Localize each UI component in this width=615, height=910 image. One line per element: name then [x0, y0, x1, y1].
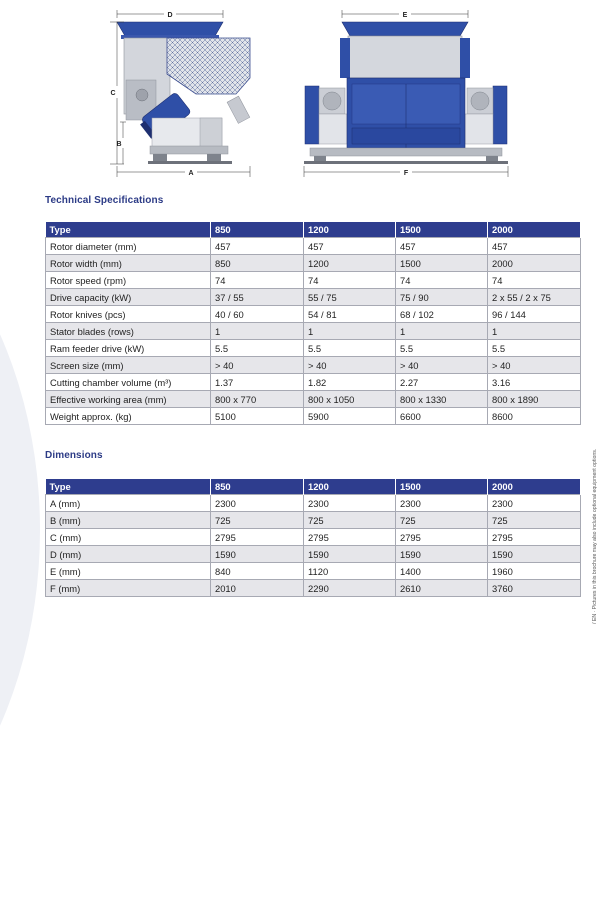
label-e: E	[402, 12, 408, 19]
row-label-cell: A (mm)	[46, 495, 211, 512]
value-cell: 1500	[396, 255, 488, 272]
value-cell: 800 x 1330	[396, 391, 488, 408]
label-a: A	[188, 170, 194, 177]
value-cell: 3760	[488, 580, 581, 597]
header-cell: 1500	[396, 479, 488, 495]
table-header-row	[46, 479, 581, 495]
table-row	[46, 306, 581, 323]
table-header-row	[46, 222, 581, 238]
table-row	[46, 255, 581, 272]
label-c: C	[110, 90, 116, 97]
technical-specifications-body	[46, 238, 581, 425]
dimensions-table	[45, 479, 581, 597]
row-label-cell: B (mm)	[46, 512, 211, 529]
value-cell: 2010	[211, 580, 304, 597]
table-row	[46, 546, 581, 563]
value-cell: 1400	[396, 563, 488, 580]
header-cell: 850	[211, 479, 304, 495]
value-cell: 74	[396, 272, 488, 289]
value-cell: 725	[488, 512, 581, 529]
table-row	[46, 340, 581, 357]
value-cell: 1590	[396, 546, 488, 563]
value-cell: 1590	[211, 546, 304, 563]
row-label-cell: Ram feeder drive (kW)	[46, 340, 211, 357]
value-cell: > 40	[396, 357, 488, 374]
value-cell: 800 x 770	[211, 391, 304, 408]
value-cell: 2.27	[396, 374, 488, 391]
value-cell: 840	[211, 563, 304, 580]
header-cell: 850	[211, 222, 304, 238]
value-cell: 75 / 90	[396, 289, 488, 306]
table-row	[46, 272, 581, 289]
value-cell: 1200	[304, 255, 396, 272]
row-label-cell: E (mm)	[46, 563, 211, 580]
value-cell: 5100	[211, 408, 304, 425]
header-cell: 1200	[304, 222, 396, 238]
value-cell: > 40	[488, 357, 581, 374]
value-cell: 1.82	[304, 374, 396, 391]
value-cell: 68 / 102	[396, 306, 488, 323]
value-cell: 74	[488, 272, 581, 289]
row-label-cell: Stator blades (rows)	[46, 323, 211, 340]
value-cell: 2000	[488, 255, 581, 272]
table-row	[46, 408, 581, 425]
value-cell: 96 / 144	[488, 306, 581, 323]
row-label-cell: Rotor diameter (mm)	[46, 238, 211, 255]
value-cell: 54 / 81	[304, 306, 396, 323]
value-cell: 5.5	[304, 340, 396, 357]
value-cell: 2300	[211, 495, 304, 512]
value-cell: 457	[211, 238, 304, 255]
value-cell: 2610	[396, 580, 488, 597]
value-cell: 2300	[304, 495, 396, 512]
value-cell: 725	[304, 512, 396, 529]
value-cell: 1	[304, 323, 396, 340]
value-cell: 2795	[304, 529, 396, 546]
header-cell: 1500	[396, 222, 488, 238]
background-curve	[0, 150, 40, 910]
value-cell: 2300	[488, 495, 581, 512]
value-cell: 457	[396, 238, 488, 255]
table-row	[46, 391, 581, 408]
table-row	[46, 238, 581, 255]
label-b: B	[116, 141, 122, 148]
value-cell: 5.5	[488, 340, 581, 357]
header-cell: 1200	[304, 479, 396, 495]
row-label-cell: Drive capacity (kW)	[46, 289, 211, 306]
value-cell: 850	[211, 255, 304, 272]
value-cell: 1590	[488, 546, 581, 563]
value-cell: 800 x 1050	[304, 391, 396, 408]
value-cell: 1590	[304, 546, 396, 563]
value-cell: 457	[488, 238, 581, 255]
value-cell: 6600	[396, 408, 488, 425]
value-cell: 5900	[304, 408, 396, 425]
table-row	[46, 323, 581, 340]
table-row	[46, 495, 581, 512]
value-cell: 1	[488, 323, 581, 340]
side-note: / EN · Pictures in this brochure may also include optional equipment options.	[592, 448, 598, 624]
row-label-cell: Rotor knives (pcs)	[46, 306, 211, 323]
row-label-cell: Weight approx. (kg)	[46, 408, 211, 425]
technical-specifications-title: Technical Specifications	[45, 195, 164, 206]
value-cell: 457	[304, 238, 396, 255]
value-cell: 2 x 55 / 2 x 75	[488, 289, 581, 306]
value-cell: 2290	[304, 580, 396, 597]
row-label-cell: D (mm)	[46, 546, 211, 563]
technical-specifications-table	[45, 222, 581, 425]
machine-drawings	[0, 0, 615, 185]
value-cell: 3.16	[488, 374, 581, 391]
table-row	[46, 512, 581, 529]
label-d: D	[167, 12, 173, 19]
value-cell: 1120	[304, 563, 396, 580]
value-cell: 74	[304, 272, 396, 289]
value-cell: > 40	[211, 357, 304, 374]
value-cell: 1	[211, 323, 304, 340]
table-row	[46, 357, 581, 374]
header-cell: Type	[46, 222, 211, 238]
value-cell: 2795	[211, 529, 304, 546]
table-row	[46, 580, 581, 597]
value-cell: 40 / 60	[211, 306, 304, 323]
value-cell: 8600	[488, 408, 581, 425]
table-row	[46, 289, 581, 306]
value-cell: 37 / 55	[211, 289, 304, 306]
table-row	[46, 374, 581, 391]
value-cell: 74	[211, 272, 304, 289]
header-cell: 2000	[488, 222, 581, 238]
value-cell: 2300	[396, 495, 488, 512]
row-label-cell: Rotor speed (rpm)	[46, 272, 211, 289]
value-cell: 725	[396, 512, 488, 529]
side-view-drawing	[110, 10, 250, 177]
value-cell: 1.37	[211, 374, 304, 391]
value-cell: 725	[211, 512, 304, 529]
value-cell: 1	[396, 323, 488, 340]
value-cell: 800 x 1890	[488, 391, 581, 408]
value-cell: 5.5	[211, 340, 304, 357]
value-cell: 2795	[396, 529, 488, 546]
row-label-cell: Screen size (mm)	[46, 357, 211, 374]
row-label-cell: Effective working area (mm)	[46, 391, 211, 408]
row-label-cell: Cutting chamber volume (m³)	[46, 374, 211, 391]
value-cell: 55 / 75	[304, 289, 396, 306]
header-cell: Type	[46, 479, 211, 495]
table-row	[46, 563, 581, 580]
row-label-cell: C (mm)	[46, 529, 211, 546]
table-row	[46, 529, 581, 546]
value-cell: 2795	[488, 529, 581, 546]
front-view-drawing	[304, 10, 508, 177]
label-f: F	[403, 170, 409, 177]
value-cell: > 40	[304, 357, 396, 374]
value-cell: 1960	[488, 563, 581, 580]
row-label-cell: F (mm)	[46, 580, 211, 597]
dimensions-body	[46, 495, 581, 597]
header-cell: 2000	[488, 479, 581, 495]
value-cell: 5.5	[396, 340, 488, 357]
dimensions-title: Dimensions	[45, 450, 103, 461]
row-label-cell: Rotor width (mm)	[46, 255, 211, 272]
